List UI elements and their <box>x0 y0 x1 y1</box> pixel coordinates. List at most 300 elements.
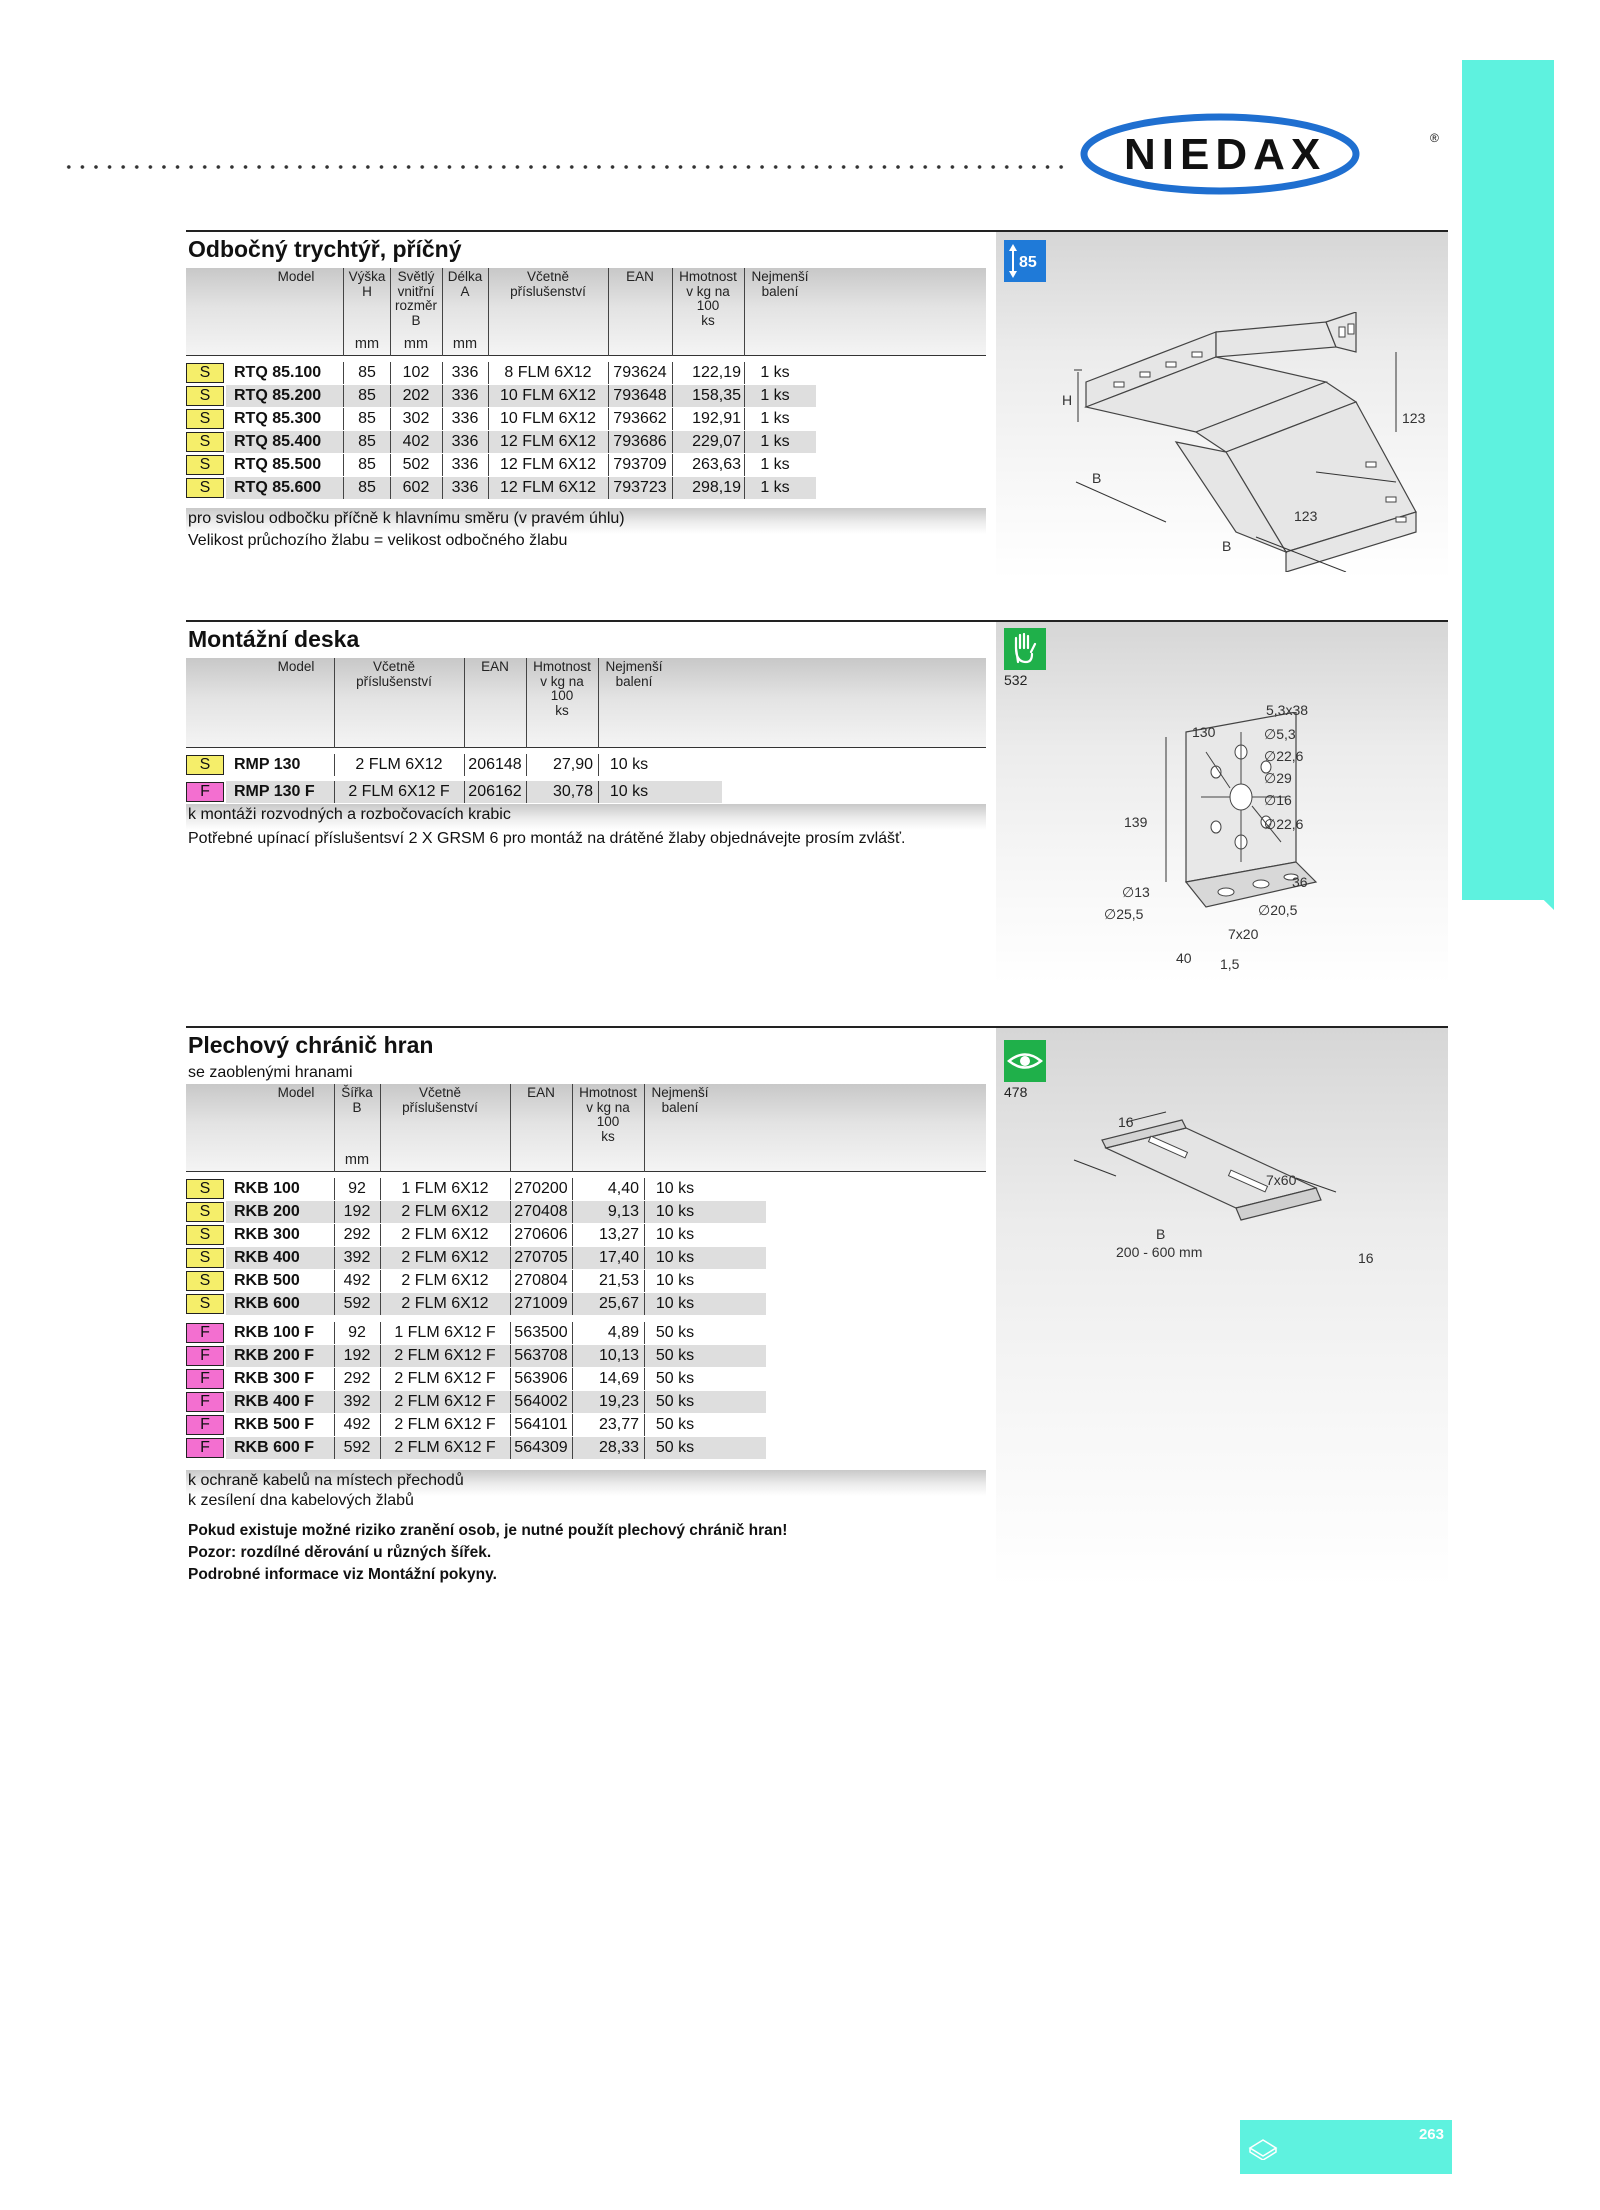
dim-label: ∅20,5 <box>1258 902 1298 918</box>
cell-pack: 10 ks <box>655 1180 695 1197</box>
cell-a: 336 <box>451 410 479 427</box>
column-divider <box>380 1391 381 1413</box>
column-divider <box>608 477 609 499</box>
column-divider <box>572 1178 573 1200</box>
table-row <box>186 1368 986 1390</box>
cell-acc: 2 FLM 6X12 F <box>394 1370 496 1387</box>
column-divider <box>598 781 599 803</box>
table-row <box>186 1345 986 1367</box>
cell-h: 85 <box>358 433 376 450</box>
cell-pack: 50 ks <box>655 1347 695 1364</box>
column-divider <box>672 362 673 384</box>
cell-b: 492 <box>343 1272 371 1289</box>
col-header-width: Světlý vnitřní rozměr B <box>394 269 437 328</box>
cell-ean: 564002 <box>514 1393 568 1410</box>
side-accent-strip <box>1462 60 1554 900</box>
cell-model: RTQ 85.400 <box>234 433 322 450</box>
column-divider <box>672 477 673 499</box>
column-divider <box>744 477 745 499</box>
col-header-min-pack: Nejmenší balení <box>651 1085 709 1115</box>
cell-pack: 1 ks <box>760 456 790 473</box>
rkb-drawing <box>1066 1108 1366 1248</box>
cell-acc: 2 FLM 6X12 F <box>394 1416 496 1433</box>
table-row <box>186 1270 986 1292</box>
column-divider <box>510 1247 511 1269</box>
column-divider <box>644 1178 645 1200</box>
column-divider <box>334 1368 335 1390</box>
column-divider <box>442 431 443 453</box>
cell-b: 292 <box>343 1370 371 1387</box>
column-divider <box>343 454 344 476</box>
page-number: 263 <box>1418 2126 1444 2143</box>
column-divider <box>744 408 745 430</box>
niedax-logo <box>1080 112 1448 196</box>
cell-acc: 2 FLM 6X12 <box>401 1272 489 1289</box>
table-row <box>186 781 986 803</box>
note-text: k ochraně kabelů na místech přechodů <box>188 1472 464 1489</box>
cell-b: 202 <box>402 387 430 404</box>
cell-pack: 10 ks <box>655 1226 695 1243</box>
col-header-weight: Hmotnost v kg na 100 ks <box>679 269 737 328</box>
column-divider <box>644 1345 645 1367</box>
section-rmp <box>186 620 1448 990</box>
column-divider <box>744 385 745 407</box>
cell-weight: 21,53 <box>598 1272 639 1289</box>
cell-model: RKB 100 <box>234 1180 300 1197</box>
cell-acc: 2 FLM 6X12 F <box>394 1439 496 1456</box>
dim-label: 5,3x38 <box>1266 702 1309 718</box>
cell-acc: 12 FLM 6X12 <box>499 479 597 496</box>
cell-pack: 1 ks <box>760 364 790 381</box>
section-rtq <box>186 230 1448 610</box>
cell-model: RKB 500 F <box>234 1416 315 1433</box>
column-divider <box>572 1293 573 1315</box>
cell-model: RTQ 85.600 <box>234 479 322 496</box>
svg-text:85: 85 <box>1019 254 1037 271</box>
cell-ean: 793648 <box>613 387 667 404</box>
cell-ean: 793662 <box>613 410 667 427</box>
column-divider <box>334 1345 335 1367</box>
column-divider <box>598 754 599 776</box>
stock-badge: F <box>186 1323 224 1343</box>
dim-label: ∅13 <box>1122 884 1150 900</box>
cell-model: RKB 400 F <box>234 1393 315 1410</box>
column-divider <box>380 1224 381 1246</box>
column-divider <box>334 1201 335 1223</box>
stock-badge: F <box>186 1415 224 1435</box>
column-divider <box>572 1247 573 1269</box>
column-divider <box>488 385 489 407</box>
tray-icon <box>1246 2134 1280 2160</box>
cell-acc: 10 FLM 6X12 <box>499 387 597 404</box>
product-image-panel <box>996 232 1448 580</box>
stock-badge: F <box>186 1392 224 1412</box>
cell-weight: 9,13 <box>607 1203 639 1220</box>
column-divider <box>390 454 391 476</box>
column-divider <box>510 1293 511 1315</box>
cell-ean: 564101 <box>514 1416 568 1433</box>
table-header <box>186 1084 986 1172</box>
stock-badge: S <box>186 1179 224 1199</box>
column-divider <box>572 1368 573 1390</box>
cell-ean: 270408 <box>514 1203 568 1220</box>
col-header-weight: Hmotnost v kg na 100 ks <box>579 1085 637 1144</box>
table-header <box>186 268 986 356</box>
cell-model: RKB 100 F <box>234 1324 315 1341</box>
col-header-accessories: Včetně příslušenství <box>510 269 586 299</box>
column-divider <box>334 1293 335 1315</box>
column-divider <box>510 1322 511 1344</box>
column-divider <box>380 1368 381 1390</box>
dim-label: 123 <box>1402 410 1426 426</box>
table-row <box>186 1293 986 1315</box>
table-row <box>186 362 986 384</box>
cell-acc: 12 FLM 6X12 <box>499 433 597 450</box>
stock-badge: S <box>186 755 224 775</box>
column-divider <box>644 1322 645 1344</box>
cell-weight: 25,67 <box>598 1295 639 1312</box>
col-header-model: Model <box>277 1085 315 1100</box>
note-text: pro svislou odbočku příčně k hlavnímu směru (v pravém úhlu) <box>188 510 625 527</box>
cell-acc: 8 FLM 6X12 <box>504 364 592 381</box>
column-divider <box>488 408 489 430</box>
column-divider <box>390 431 391 453</box>
cell-pack: 1 ks <box>760 479 790 496</box>
column-divider <box>572 1345 573 1367</box>
product-image-panel <box>996 622 1448 984</box>
column-divider <box>572 1224 573 1246</box>
cell-model: RTQ 85.200 <box>234 387 322 404</box>
height-85-icon <box>1004 240 1046 282</box>
stock-badge: F <box>186 782 224 802</box>
column-divider <box>390 385 391 407</box>
cell-ean: 270606 <box>514 1226 568 1243</box>
section-rkb <box>186 1026 1448 1606</box>
cell-h: 85 <box>358 479 376 496</box>
cell-weight: 14,69 <box>598 1370 639 1387</box>
column-divider <box>380 1270 381 1292</box>
column-divider <box>572 1322 573 1344</box>
table-row <box>186 1224 986 1246</box>
cell-b: 392 <box>343 1393 371 1410</box>
dim-label: H <box>1062 392 1073 408</box>
col-header-ean: EAN <box>481 659 509 674</box>
column-divider <box>510 1368 511 1390</box>
stock-badge: S <box>186 1202 224 1222</box>
cell-b: 302 <box>402 410 430 427</box>
dim-label: 123 <box>1294 508 1318 524</box>
column-divider <box>608 362 609 384</box>
column-divider <box>390 477 391 499</box>
cell-pack: 1 ks <box>760 387 790 404</box>
dim-label: B <box>1092 470 1102 486</box>
cell-weight: 122,19 <box>692 364 741 381</box>
cell-acc: 1 FLM 6X12 <box>401 1180 489 1197</box>
column-divider <box>334 781 335 803</box>
side-accent-corner <box>1462 820 1554 910</box>
note-text: k zesílení dna kabelových žlabů <box>188 1492 414 1509</box>
column-divider <box>744 362 745 384</box>
dotted-rule <box>62 164 1067 170</box>
column-divider <box>334 1224 335 1246</box>
col-header-model: Model <box>277 269 315 284</box>
col-header-weight: Hmotnost v kg na 100 ks <box>533 659 591 718</box>
dim-label: ∅25,5 <box>1104 906 1144 922</box>
column-divider <box>380 1345 381 1367</box>
cell-weight: 23,77 <box>598 1416 639 1433</box>
column-divider <box>442 408 443 430</box>
cell-pack: 50 ks <box>655 1370 695 1387</box>
column-divider <box>488 477 489 499</box>
column-divider <box>572 1201 573 1223</box>
table-row <box>186 1178 986 1200</box>
column-divider <box>672 385 673 407</box>
logo-wordmark: NIEDAX <box>1124 130 1327 179</box>
cell-ean: 564309 <box>514 1439 568 1456</box>
cell-model: RKB 200 F <box>234 1347 315 1364</box>
cell-weight: 229,07 <box>692 433 741 450</box>
column-divider <box>572 1437 573 1459</box>
unit-label: mm <box>403 336 429 352</box>
column-divider <box>672 408 673 430</box>
cell-weight: 192,91 <box>692 410 741 427</box>
column-divider <box>343 385 344 407</box>
cell-weight: 17,40 <box>598 1249 639 1266</box>
cell-h: 85 <box>358 364 376 381</box>
column-divider <box>744 431 745 453</box>
dim-label: 40 <box>1176 950 1192 966</box>
cell-b: 492 <box>343 1416 371 1433</box>
cell-ean: 563500 <box>514 1324 568 1341</box>
cell-pack: 50 ks <box>655 1416 695 1433</box>
column-divider <box>442 385 443 407</box>
col-header-ean: EAN <box>527 1085 555 1100</box>
column-divider <box>644 1270 645 1292</box>
column-divider <box>644 1437 645 1459</box>
cell-weight: 27,90 <box>552 756 593 773</box>
cell-pack: 10 ks <box>655 1249 695 1266</box>
cell-b: 92 <box>348 1324 366 1341</box>
column-divider <box>572 1414 573 1436</box>
unit-label: mm <box>452 336 478 352</box>
section-title: Montážní deska <box>188 626 360 652</box>
column-divider <box>672 431 673 453</box>
cell-b: 192 <box>343 1203 371 1220</box>
column-divider <box>390 408 391 430</box>
cell-pack: 10 ks <box>609 783 649 800</box>
section-subtitle: se zaoblenými hranami <box>188 1064 353 1081</box>
dim-label: 1,5 <box>1220 956 1240 972</box>
column-divider <box>442 362 443 384</box>
unit-label: mm <box>354 336 380 352</box>
cell-weight: 19,23 <box>598 1393 639 1410</box>
cell-b: 92 <box>348 1180 366 1197</box>
stock-badge: S <box>186 432 224 452</box>
cell-pack: 1 ks <box>760 433 790 450</box>
column-divider <box>334 1270 335 1292</box>
cell-b: 402 <box>402 433 430 450</box>
cell-weight: 28,33 <box>598 1439 639 1456</box>
column-divider <box>644 1247 645 1269</box>
product-image-panel <box>996 1028 1448 1588</box>
stock-badge: F <box>186 1369 224 1389</box>
column-divider <box>510 1414 511 1436</box>
dim-label: ∅5,3 <box>1264 726 1296 742</box>
column-divider <box>464 781 465 803</box>
cell-model: RKB 600 <box>234 1295 300 1312</box>
cell-pack: 10 ks <box>655 1203 695 1220</box>
column-divider <box>510 1437 511 1459</box>
cell-pack: 10 ks <box>655 1295 695 1312</box>
cell-a: 336 <box>451 387 479 404</box>
dim-label: ∅22,6 <box>1264 816 1304 832</box>
table-header <box>186 658 986 748</box>
cell-weight: 4,40 <box>607 1180 639 1197</box>
cell-model: RKB 400 <box>234 1249 300 1266</box>
table-row <box>186 477 986 499</box>
column-divider <box>380 1201 381 1223</box>
stock-badge: S <box>186 455 224 475</box>
cell-pack: 1 ks <box>760 410 790 427</box>
cell-ean: 271009 <box>514 1295 568 1312</box>
cell-ean: 793709 <box>613 456 667 473</box>
cell-ean: 793686 <box>613 433 667 450</box>
column-divider <box>608 385 609 407</box>
cell-model: RTQ 85.100 <box>234 364 322 381</box>
stock-badge: F <box>186 1438 224 1458</box>
note-text: k montáži rozvodných a rozbočovacích krabic <box>188 806 511 823</box>
cell-model: RKB 200 <box>234 1203 300 1220</box>
column-divider <box>744 454 745 476</box>
column-divider <box>644 1293 645 1315</box>
column-divider <box>644 1391 645 1413</box>
cell-acc: 2 FLM 6X12 <box>355 756 443 773</box>
column-divider <box>526 754 527 776</box>
column-divider <box>510 1178 511 1200</box>
column-divider <box>334 1414 335 1436</box>
cell-weight: 298,19 <box>692 479 741 496</box>
column-divider <box>380 1293 381 1315</box>
column-divider <box>644 1224 645 1246</box>
column-divider <box>488 362 489 384</box>
note-text: Potřebné upínací příslušentsví 2 X GRSM 6 pro montáž na drátěné žlaby objednávejte prosím zvlášť. <box>188 830 906 847</box>
cell-ean: 206162 <box>468 783 522 800</box>
stock-badge: S <box>186 386 224 406</box>
column-divider <box>464 754 465 776</box>
cell-b: 592 <box>343 1439 371 1456</box>
cell-model: RKB 500 <box>234 1272 300 1289</box>
dim-label: 7x20 <box>1228 926 1259 942</box>
column-divider <box>608 408 609 430</box>
cell-b: 192 <box>343 1347 371 1364</box>
cell-a: 336 <box>451 433 479 450</box>
cell-b: 102 <box>402 364 430 381</box>
column-divider <box>334 1178 335 1200</box>
icon-number: 478 <box>1004 1084 1028 1100</box>
col-header-min-pack: Nejmenší balení <box>751 269 809 299</box>
cell-b: 592 <box>343 1295 371 1312</box>
cell-pack: 10 ks <box>609 756 649 773</box>
cell-acc: 2 FLM 6X12 <box>401 1249 489 1266</box>
dim-label: 130 <box>1192 724 1216 740</box>
cell-a: 336 <box>451 456 479 473</box>
cell-h: 85 <box>358 410 376 427</box>
cell-ean: 270804 <box>514 1272 568 1289</box>
column-divider <box>442 477 443 499</box>
table-row <box>186 408 986 430</box>
cell-model: RTQ 85.500 <box>234 456 322 473</box>
cell-pack: 50 ks <box>655 1439 695 1456</box>
table-row <box>186 385 986 407</box>
column-divider <box>488 431 489 453</box>
cell-weight: 10,13 <box>598 1347 639 1364</box>
column-divider <box>442 454 443 476</box>
warning-text: Pokud existuje možné riziko zranění osob, je nutné použít plechový chránič hran! <box>188 1522 788 1539</box>
col-header-width: Šířka B <box>341 1085 373 1115</box>
table-row <box>186 454 986 476</box>
column-divider <box>380 1322 381 1344</box>
column-divider <box>526 781 527 803</box>
dim-label: 139 <box>1124 814 1148 830</box>
column-divider <box>510 1224 511 1246</box>
cell-a: 336 <box>451 364 479 381</box>
cell-acc: 2 FLM 6X12 F <box>348 783 450 800</box>
cell-acc: 2 FLM 6X12 F <box>394 1347 496 1364</box>
cell-a: 336 <box>451 479 479 496</box>
table-row <box>186 1391 986 1413</box>
cell-acc: 1 FLM 6X12 F <box>394 1324 496 1341</box>
column-divider <box>644 1368 645 1390</box>
column-divider <box>644 1201 645 1223</box>
stock-badge: F <box>186 1346 224 1366</box>
column-divider <box>334 1391 335 1413</box>
column-divider <box>672 454 673 476</box>
column-divider <box>380 1437 381 1459</box>
col-header-ean: EAN <box>626 269 654 284</box>
table-row <box>186 1322 986 1344</box>
cell-acc: 2 FLM 6X12 F <box>394 1393 496 1410</box>
cell-acc: 2 FLM 6X12 <box>401 1295 489 1312</box>
dim-label: B <box>1222 538 1232 554</box>
cell-weight: 30,78 <box>552 783 593 800</box>
cell-h: 85 <box>358 387 376 404</box>
dim-label: ∅22,6 <box>1264 748 1304 764</box>
note-text: Velikost průchozího žlabu = velikost odbočného žlabu <box>188 532 568 549</box>
col-header-min-pack: Nejmenší balení <box>605 659 663 689</box>
section-title: Plechový chránič hran <box>188 1032 434 1058</box>
icon-number: 532 <box>1004 672 1028 688</box>
warning-text: Podrobné informace viz Montážní pokyny. <box>188 1566 497 1583</box>
cell-weight: 263,63 <box>692 456 741 473</box>
table-row <box>186 1247 986 1269</box>
column-divider <box>343 431 344 453</box>
rmp-drawing <box>1146 712 1346 932</box>
stock-badge: S <box>186 478 224 498</box>
cell-b: 392 <box>343 1249 371 1266</box>
column-divider <box>343 408 344 430</box>
page-footer <box>1240 2120 1452 2174</box>
stock-badge: S <box>186 1271 224 1291</box>
rtq-drawing <box>1056 312 1436 572</box>
column-divider <box>572 1270 573 1292</box>
col-header-length: Délka A <box>447 269 483 299</box>
stock-badge: S <box>186 1248 224 1268</box>
cell-ean: 563708 <box>514 1347 568 1364</box>
dim-label: 200 - 600 mm <box>1116 1244 1203 1260</box>
stock-badge: S <box>186 363 224 383</box>
column-divider <box>510 1270 511 1292</box>
cell-acc: 2 FLM 6X12 <box>401 1226 489 1243</box>
